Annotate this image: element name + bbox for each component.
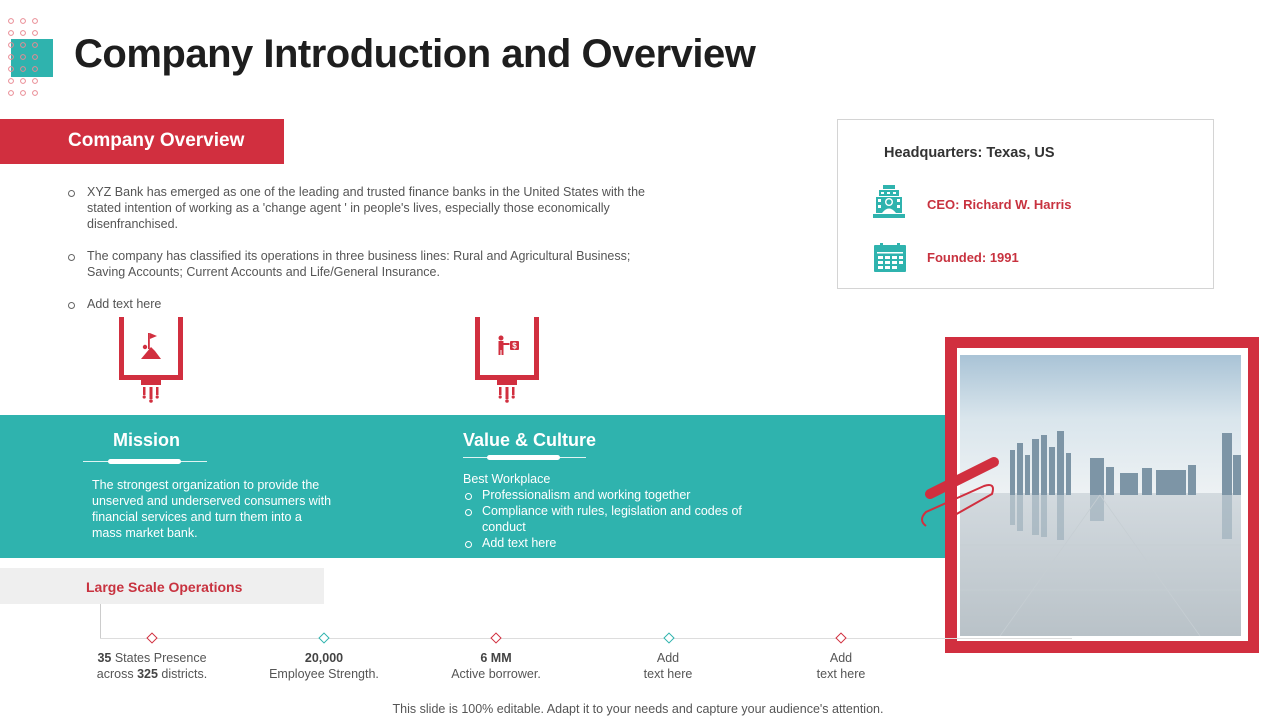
value-bullet: Professionalism and working together: [463, 487, 763, 503]
funnel-mountain-flag-icon: [119, 317, 183, 407]
footer-note: This slide is 100% editable. Adapt it to your needs and capture your audience's attention.: [392, 702, 884, 716]
calendar-icon: [874, 243, 906, 272]
page-title: Company Introduction and Overview: [74, 32, 756, 76]
stat-value: 325: [137, 667, 158, 681]
value-bullet: Compliance with rules, legislation and codes of conduct: [463, 503, 763, 535]
founded-text: Founded: 1991: [927, 250, 1019, 265]
stat-label: Add: [829, 651, 853, 665]
overview-bullet: The company has classified its operations in three business lines: Rural and Agricultural Business; Saving Accounts; Current Accounts and Life/General Insurance.: [68, 248, 668, 280]
value-culture-underline-pill: [487, 455, 560, 460]
stat-label: text here: [816, 667, 866, 681]
large-scale-operations-title: Large Scale Operations: [86, 579, 243, 595]
value-culture-content: [463, 471, 763, 551]
timeline-marker: [146, 632, 157, 643]
mission-text: The strongest organization to provide the unserved and underserved consumers with financial services and turn them into a mass market bank.: [92, 478, 332, 540]
stat-active-borrower: [421, 650, 571, 682]
stat-value: 6 MM: [480, 651, 512, 665]
value-intro: Best Workplace: [463, 472, 551, 486]
timeline-marker: [835, 632, 846, 643]
stat-label: Employee Strength.: [269, 667, 379, 681]
overview-bullet: Add text here: [68, 296, 668, 312]
stat-placeholder: [766, 650, 916, 682]
company-overview-header: Company Overview: [0, 119, 284, 164]
stat-states-presence: [77, 650, 227, 682]
stat-value: 20,000: [304, 651, 344, 665]
paperclip-icon: [916, 452, 1006, 542]
timeline-marker: [490, 632, 501, 643]
timeline-marker: [663, 632, 674, 643]
stat-label: Active borrower.: [451, 667, 541, 681]
svg-text:$: $: [512, 341, 517, 351]
stat-value: 35: [97, 651, 112, 665]
building-person-icon: [873, 185, 905, 221]
stat-label: Add: [656, 651, 680, 665]
timeline-marker: [318, 632, 329, 643]
value-culture-title: Value & Culture: [463, 430, 597, 450]
stat-placeholder: [593, 650, 743, 682]
headquarters-text: Headquarters: Texas, US: [884, 145, 1055, 161]
decorative-dot-grid: [6, 16, 50, 96]
mission-underline-pill: [108, 459, 181, 464]
funnel-person-money-icon: [475, 317, 539, 407]
mission-title: Mission: [113, 430, 181, 450]
value-bullet: Add text here: [463, 535, 763, 551]
stat-employee-strength: [249, 650, 399, 682]
stat-label: across: [96, 667, 138, 681]
company-overview-bullets: [68, 184, 668, 328]
timeline-line: [100, 638, 1072, 639]
stat-label: districts.: [157, 667, 208, 681]
overview-bullet: XYZ Bank has emerged as one of the leading and trusted finance banks in the United States with the stated intention of working as a 'change agent ' in people's lives, especially those economically disenfranchised.: [68, 184, 668, 232]
stat-label: States Presence: [111, 651, 207, 665]
stat-label: text here: [643, 667, 693, 681]
timeline-vertical-line: [100, 604, 101, 638]
ceo-text: CEO: Richard W. Harris: [927, 197, 1072, 212]
